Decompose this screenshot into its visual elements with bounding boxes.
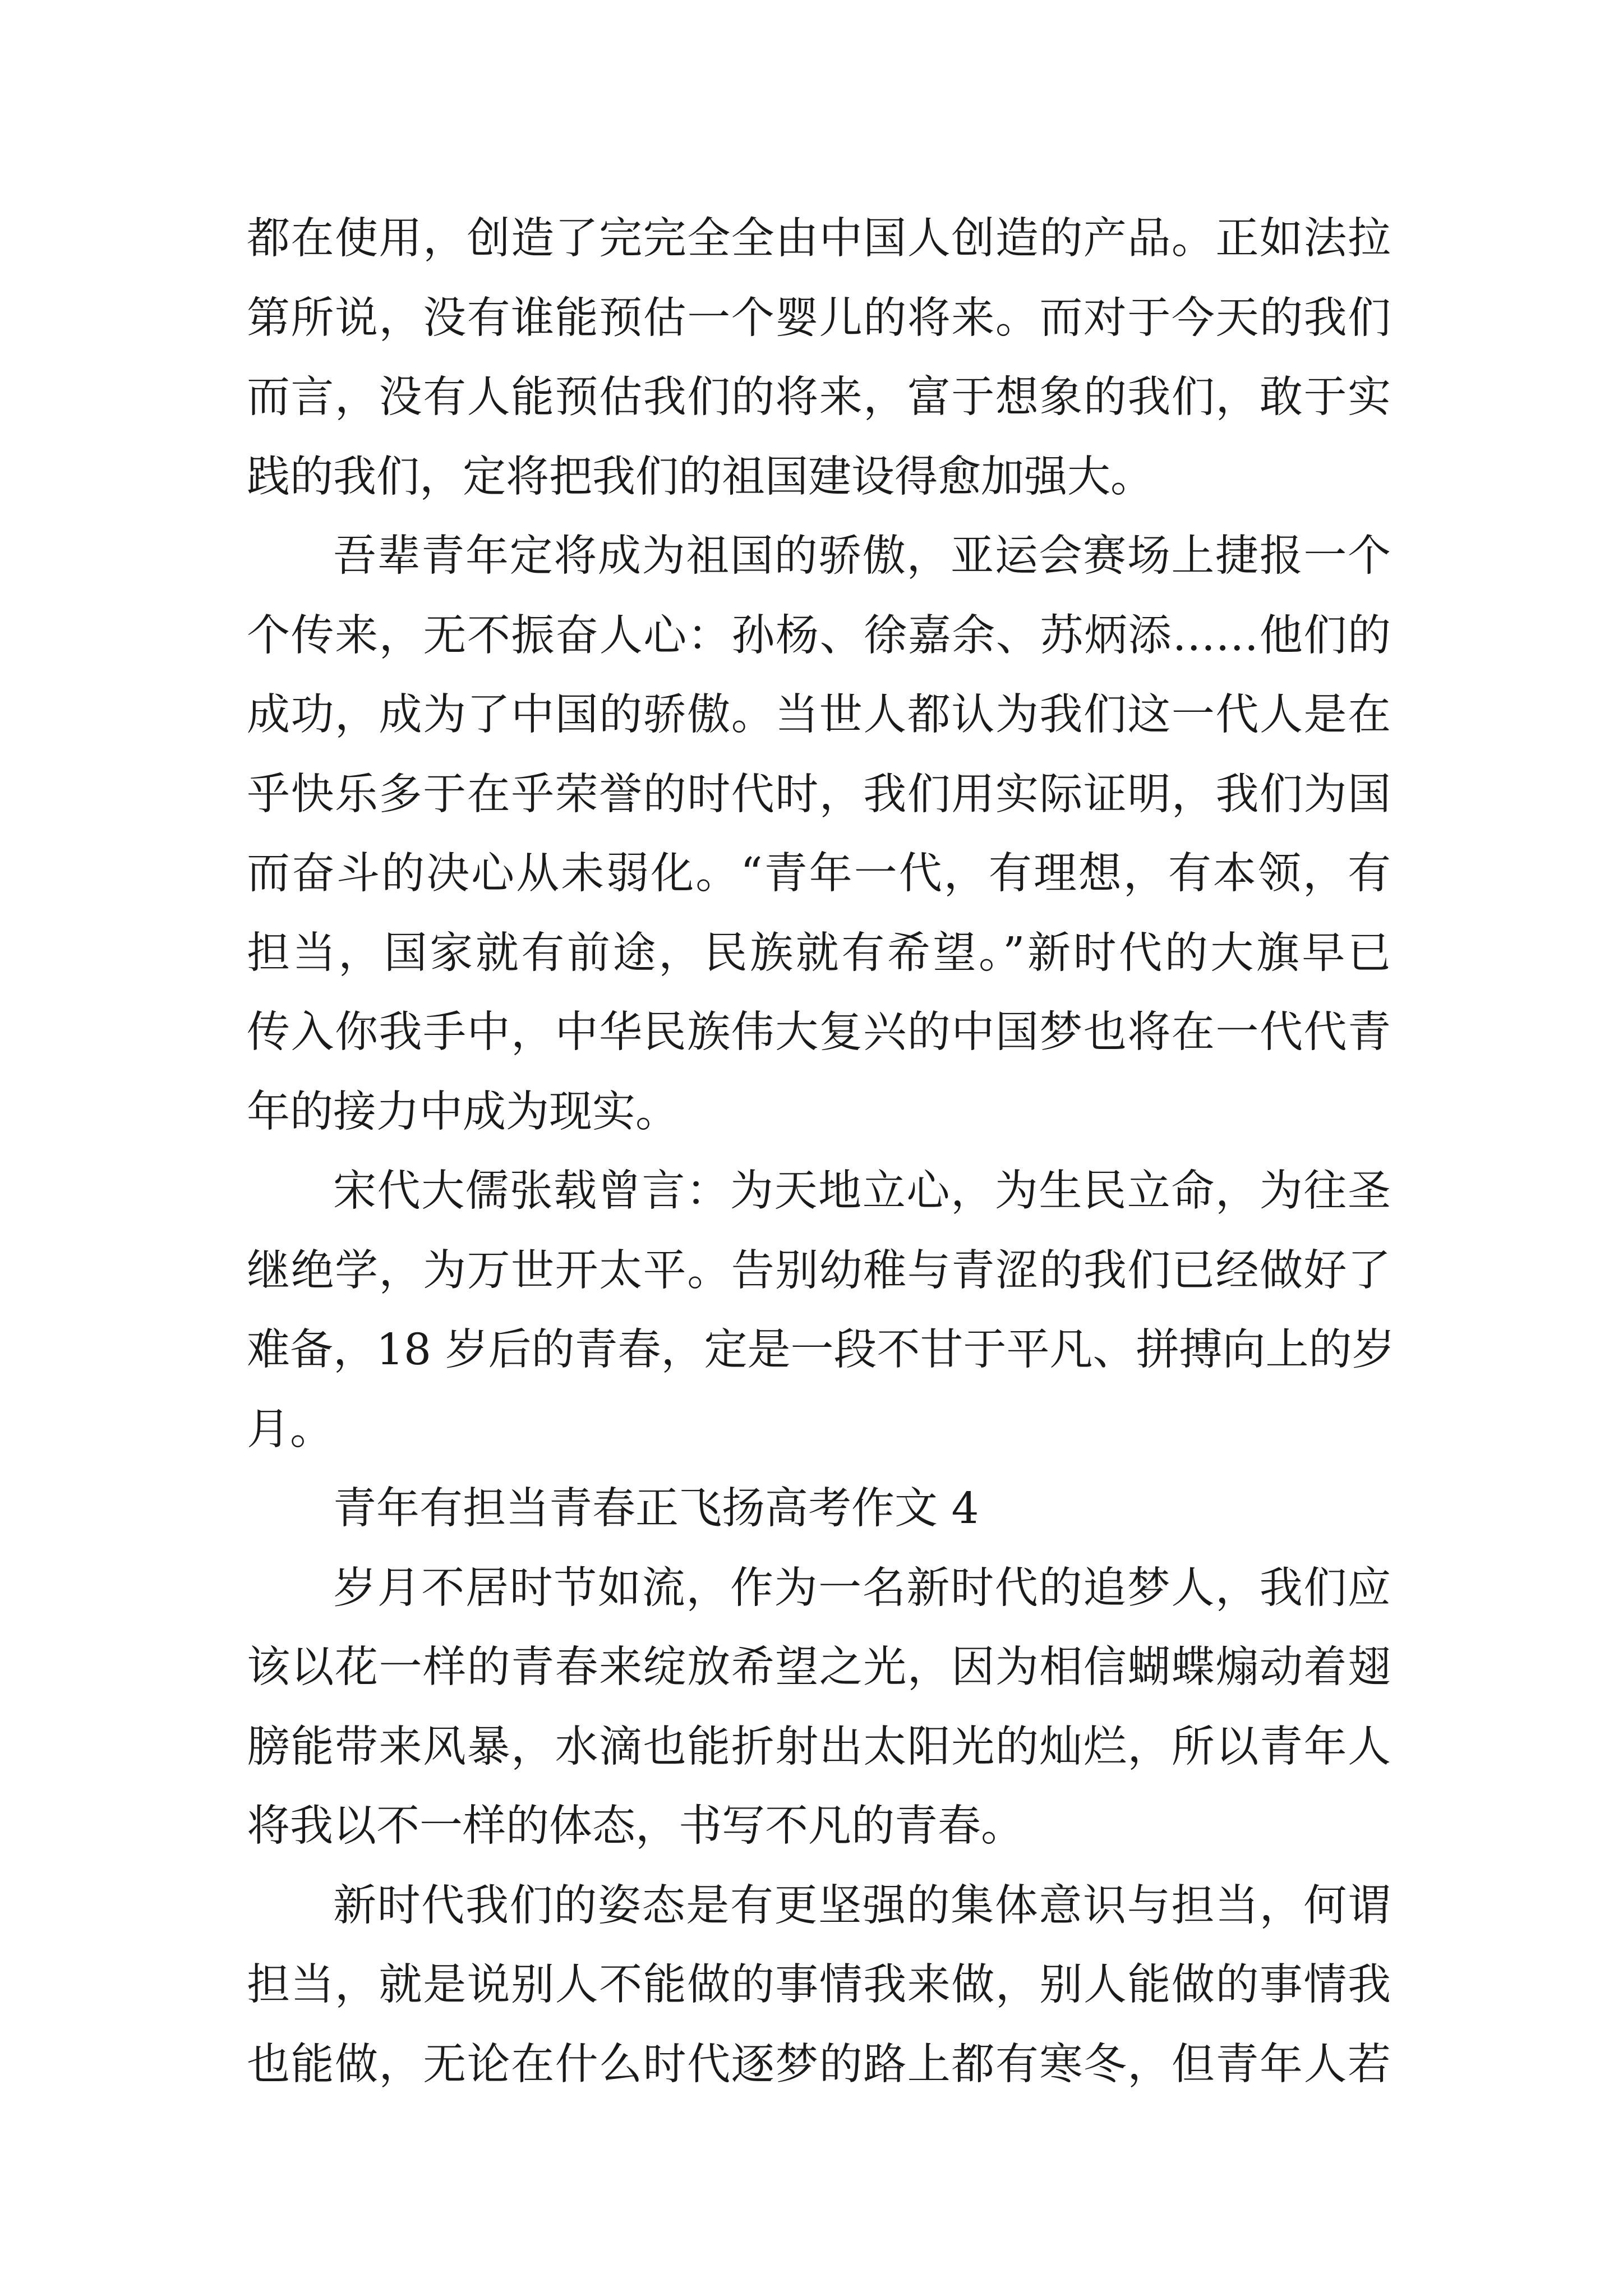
paragraph-first-line: 吾辈青年定将成为祖国的骄傲，亚运会赛场上捷报一个	[333, 531, 1391, 581]
text-line: 而奋斗的决心从未弱化。“青年一代，有理想，有本领，有	[247, 849, 1391, 899]
text-line: 也能做，无论在什么时代逐梦的路上都有寒冬，但青年人若	[247, 2039, 1391, 2090]
text-line: 该以花一样的青春来绽放希望之光，因为相信蝴蝶煽动着翅	[247, 1642, 1391, 1692]
text-line: 担当，就是说别人不能做的事情我来做，别人能做的事情我	[247, 1960, 1391, 2010]
paragraph-first-line: 新时代我们的姿态是有更坚强的集体意识与担当，何谓	[333, 1880, 1391, 1931]
text-line: 第所说，没有谁能预估一个婴儿的将来。而对于今天的我们	[247, 293, 1391, 343]
text-line: 担当，国家就有前途，民族就有希望。”新时代的大旗早已	[247, 928, 1391, 978]
text-line: 继绝学，为万世开太平。告别幼稚与青涩的我们已经做好了	[247, 1245, 1391, 1296]
text-line: 将我以不一样的体态，书写不凡的青春。	[247, 1801, 1024, 1851]
text-line: 而言，没有人能预估我们的将来，富于想象的我们，敢于实	[247, 372, 1391, 422]
text-line: 月。	[247, 1404, 333, 1455]
text-line: 践的我们，定将把我们的祖国建设得愈加强大。	[247, 452, 1154, 502]
text-line: 乎快乐多于在乎荣誉的时代时，我们用实际证明，我们为国	[247, 769, 1391, 820]
paragraph-first-line: 宋代大儒张载曾言：为天地立心，为生民立命，为往圣	[333, 1166, 1391, 1216]
text-line: 膀能带来风暴，水滴也能折射出太阳光的灿烂，所以青年人	[247, 1722, 1391, 1772]
text-line: 年的接力中成为现实。	[247, 1087, 679, 1137]
text-line: 个传来，无不振奋人心：孙杨、徐嘉余、苏炳添……他们的	[247, 610, 1391, 661]
text-line: 难备，18 岁后的青春，定是一段不甘于平凡、拼搏向上的岁	[247, 1325, 1395, 1375]
text-line: 成功，成为了中国的骄傲。当世人都认为我们这一代人是在	[247, 690, 1391, 740]
text-line: 都在使用，创造了完完全全由中国人创造的产品。正如法拉	[247, 214, 1391, 264]
paragraph-first-line: 岁月不居时节如流，作为一名新时代的追梦人，我们应	[333, 1563, 1391, 1613]
section-heading: 青年有担当青春正飞扬高考作文 4	[333, 1484, 979, 1534]
text-line: 传入你我手中，中华民族伟大复兴的中国梦也将在一代代青	[247, 1007, 1391, 1057]
body-text	[247, 199, 1395, 2104]
